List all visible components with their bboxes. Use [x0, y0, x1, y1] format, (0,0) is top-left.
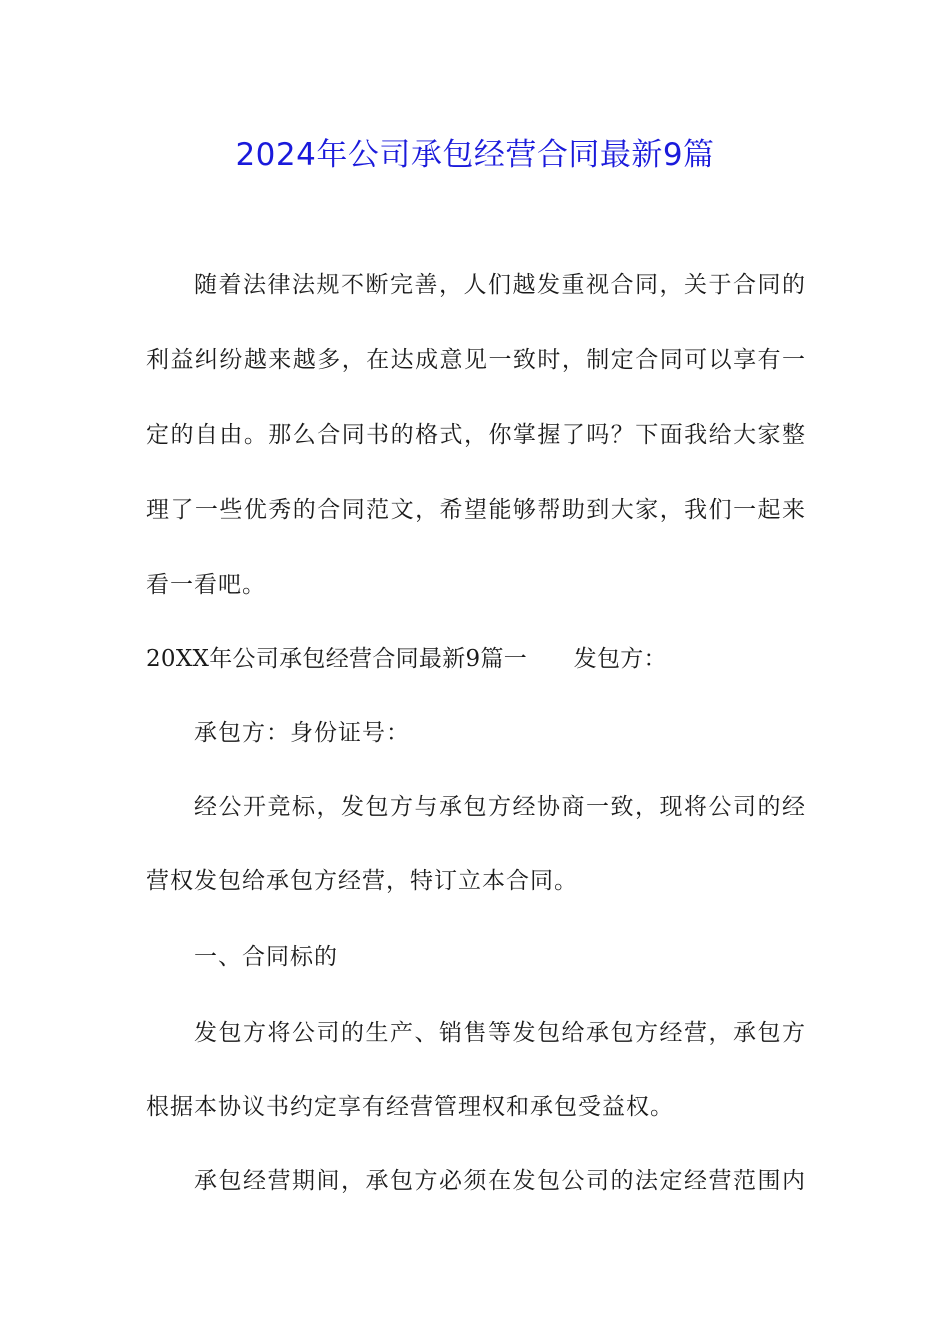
document-body: [146, 265, 806, 1325]
section-heading: 20XX年公司承包经营合同最新9篇一 发包方：: [146, 646, 667, 672]
paragraph-line: 发包方将公司的生产、销售等发包给承包方经营，承包方: [194, 1020, 806, 1046]
paragraph-line: 利益纠纷越来越多，在达成意见一致时，制定合同可以享有一: [146, 347, 806, 373]
paragraph-line: 营权发包给承包方经营，特订立本合同。: [146, 868, 578, 894]
document-title: 2024年公司承包经营合同最新9篇: [235, 137, 715, 173]
paragraph-line: 承包方：身份证号：: [194, 720, 410, 746]
paragraph-line: 定的自由。那么合同书的格式，你掌握了吗？下面我给大家整: [146, 422, 806, 448]
paragraph-line: 看一看吧。: [146, 572, 266, 598]
clause-heading: 一、合同标的: [194, 944, 338, 970]
paragraph-line: 理了一些优秀的合同范文，希望能够帮助到大家，我们一起来: [146, 497, 806, 523]
paragraph-line: 根据本协议书约定享有经营管理权和承包受益权。: [146, 1094, 674, 1120]
paragraph-line: 承包经营期间，承包方必须在发包公司的法定经营范围内: [194, 1168, 806, 1194]
paragraph-line: 经公开竞标，发包方与承包方经协商一致，现将公司的经: [194, 794, 806, 820]
paragraph-line: 随着法律法规不断完善，人们越发重视合同，关于合同的: [194, 272, 806, 298]
